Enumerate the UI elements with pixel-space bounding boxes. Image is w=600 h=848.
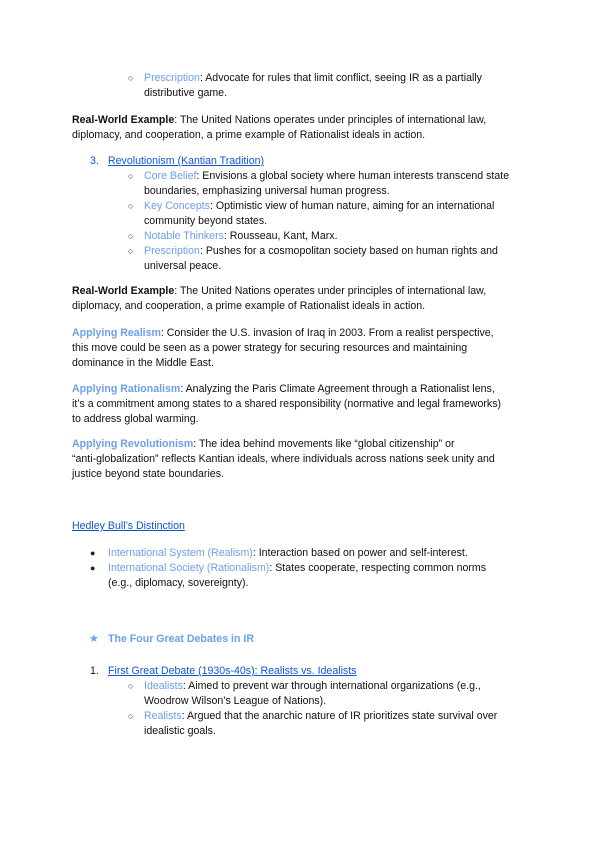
hollow-bullet-icon: ○ (128, 711, 134, 721)
prescription-text-cont: distributive game. (144, 87, 228, 99)
item-text: : Aimed to prevent war through international organizations (e.g., (182, 680, 481, 692)
applying-realism-paragraph (72, 326, 542, 371)
star-icon: ★ (89, 633, 99, 645)
item-text-cont: universal peace. (144, 260, 222, 272)
item-label: Prescription (144, 245, 200, 257)
applying-revolutionism-text-3: justice beyond state boundaries. (72, 468, 224, 480)
item-text: : Optimistic view of human nature, aiming for an international (209, 200, 495, 212)
solid-bullet-icon: ● (90, 563, 96, 573)
real-world-label: Real-World Example (72, 285, 175, 297)
applying-revolutionism-text: : The idea behind movements like “global citizenship” or (193, 438, 455, 450)
four-debates-title: The Four Great Debates in IR (108, 633, 254, 645)
applying-revolutionism-label: Applying Revolutionism (72, 438, 194, 450)
item-text: : States cooperate, respecting common norms (269, 562, 487, 574)
item-label: Key Concepts (144, 200, 210, 212)
applying-revolutionism-text-2: “anti-globalization” reflects Kantian ideals, where individuals across nations seek unity and (72, 453, 495, 465)
item-text: : Rousseau, Kant, Marx. (223, 230, 338, 242)
real-world-text-2: diplomacy, and cooperation, a prime example of Rationalist ideals in action. (72, 129, 426, 141)
hollow-bullet-icon: ○ (128, 171, 134, 181)
applying-rationalism-text: : Analyzing the Paris Climate Agreement through a Rationalist lens, (180, 383, 495, 395)
item-label: Core Belief (144, 170, 197, 182)
item-text: : Argued that the anarchic nature of IR prioritizes state survival over (181, 710, 498, 722)
real-world-text: : The United Nations operates under principles of international law, (174, 285, 487, 297)
item-text-cont: community beyond states. (144, 215, 268, 227)
real-world-example-2 (72, 284, 532, 314)
item-text: : Envisions a global society where human interests transcend state (196, 170, 510, 182)
hollow-bullet-icon: ○ (128, 681, 134, 691)
applying-rationalism-paragraph (72, 382, 542, 427)
item-text-cont: idealistic goals. (144, 725, 216, 737)
real-world-text-2: diplomacy, and cooperation, a prime example of Rationalist ideals in action. (72, 300, 426, 312)
list-number: 1. (90, 665, 99, 677)
hollow-bullet-icon: ○ (128, 73, 134, 83)
real-world-label: Real-World Example (72, 114, 175, 126)
real-world-text: : The United Nations operates under principles of international law, (174, 114, 487, 126)
hedley-bull-link[interactable]: Hedley Bull’s Distinction (72, 520, 185, 532)
prescription-label: Prescription (144, 72, 200, 84)
applying-rationalism-label: Applying Rationalism (72, 383, 181, 395)
solid-bullet-icon: ● (90, 548, 96, 558)
applying-rationalism-text-3: to address global warming. (72, 413, 199, 425)
item-text-cont: boundaries, emphasizing universal human progress. (144, 185, 390, 197)
item-label: Realists (144, 710, 182, 722)
item-label: International Society (Rationalism) (108, 562, 270, 574)
applying-realism-text: : Consider the U.S. invasion of Iraq in 2003. From a realist perspective, (160, 327, 494, 339)
item-label: International System (Realism) (108, 547, 253, 559)
prescription-text: : Advocate for rules that limit conflict, seeing IR as a partially (199, 72, 482, 84)
hollow-bullet-icon: ○ (128, 231, 134, 241)
first-debate-link[interactable]: First Great Debate (1930s-40s): Realists vs. Idealists (108, 665, 357, 677)
item-label: Idealists (144, 680, 183, 692)
item-text: : Pushes for a cosmopolitan society based on human rights and (199, 245, 498, 257)
applying-rationalism-text-2: it’s a commitment among states to a shared responsibility (normative and legal frameworks) (72, 398, 502, 410)
applying-realism-label: Applying Realism (72, 327, 161, 339)
hollow-bullet-icon: ○ (128, 201, 134, 211)
item-label: Notable Thinkers (144, 230, 224, 242)
hollow-bullet-icon: ○ (128, 246, 134, 256)
applying-revolutionism-paragraph (72, 437, 542, 482)
real-world-example-1 (72, 113, 532, 143)
list-number: 3. (90, 155, 99, 167)
applying-realism-text-2: this move could be seen as a power strategy for securing resources and maintaining (72, 342, 468, 354)
item-text-cont: (e.g., diplomacy, sovereignty). (108, 577, 249, 589)
item-text: : Interaction based on power and self-interest. (252, 547, 468, 559)
item-text-cont: Woodrow Wilson’s League of Nations). (144, 695, 327, 707)
revolutionism-link[interactable]: Revolutionism (Kantian Tradition) (108, 155, 265, 167)
applying-realism-text-3: dominance in the Middle East. (72, 357, 214, 369)
